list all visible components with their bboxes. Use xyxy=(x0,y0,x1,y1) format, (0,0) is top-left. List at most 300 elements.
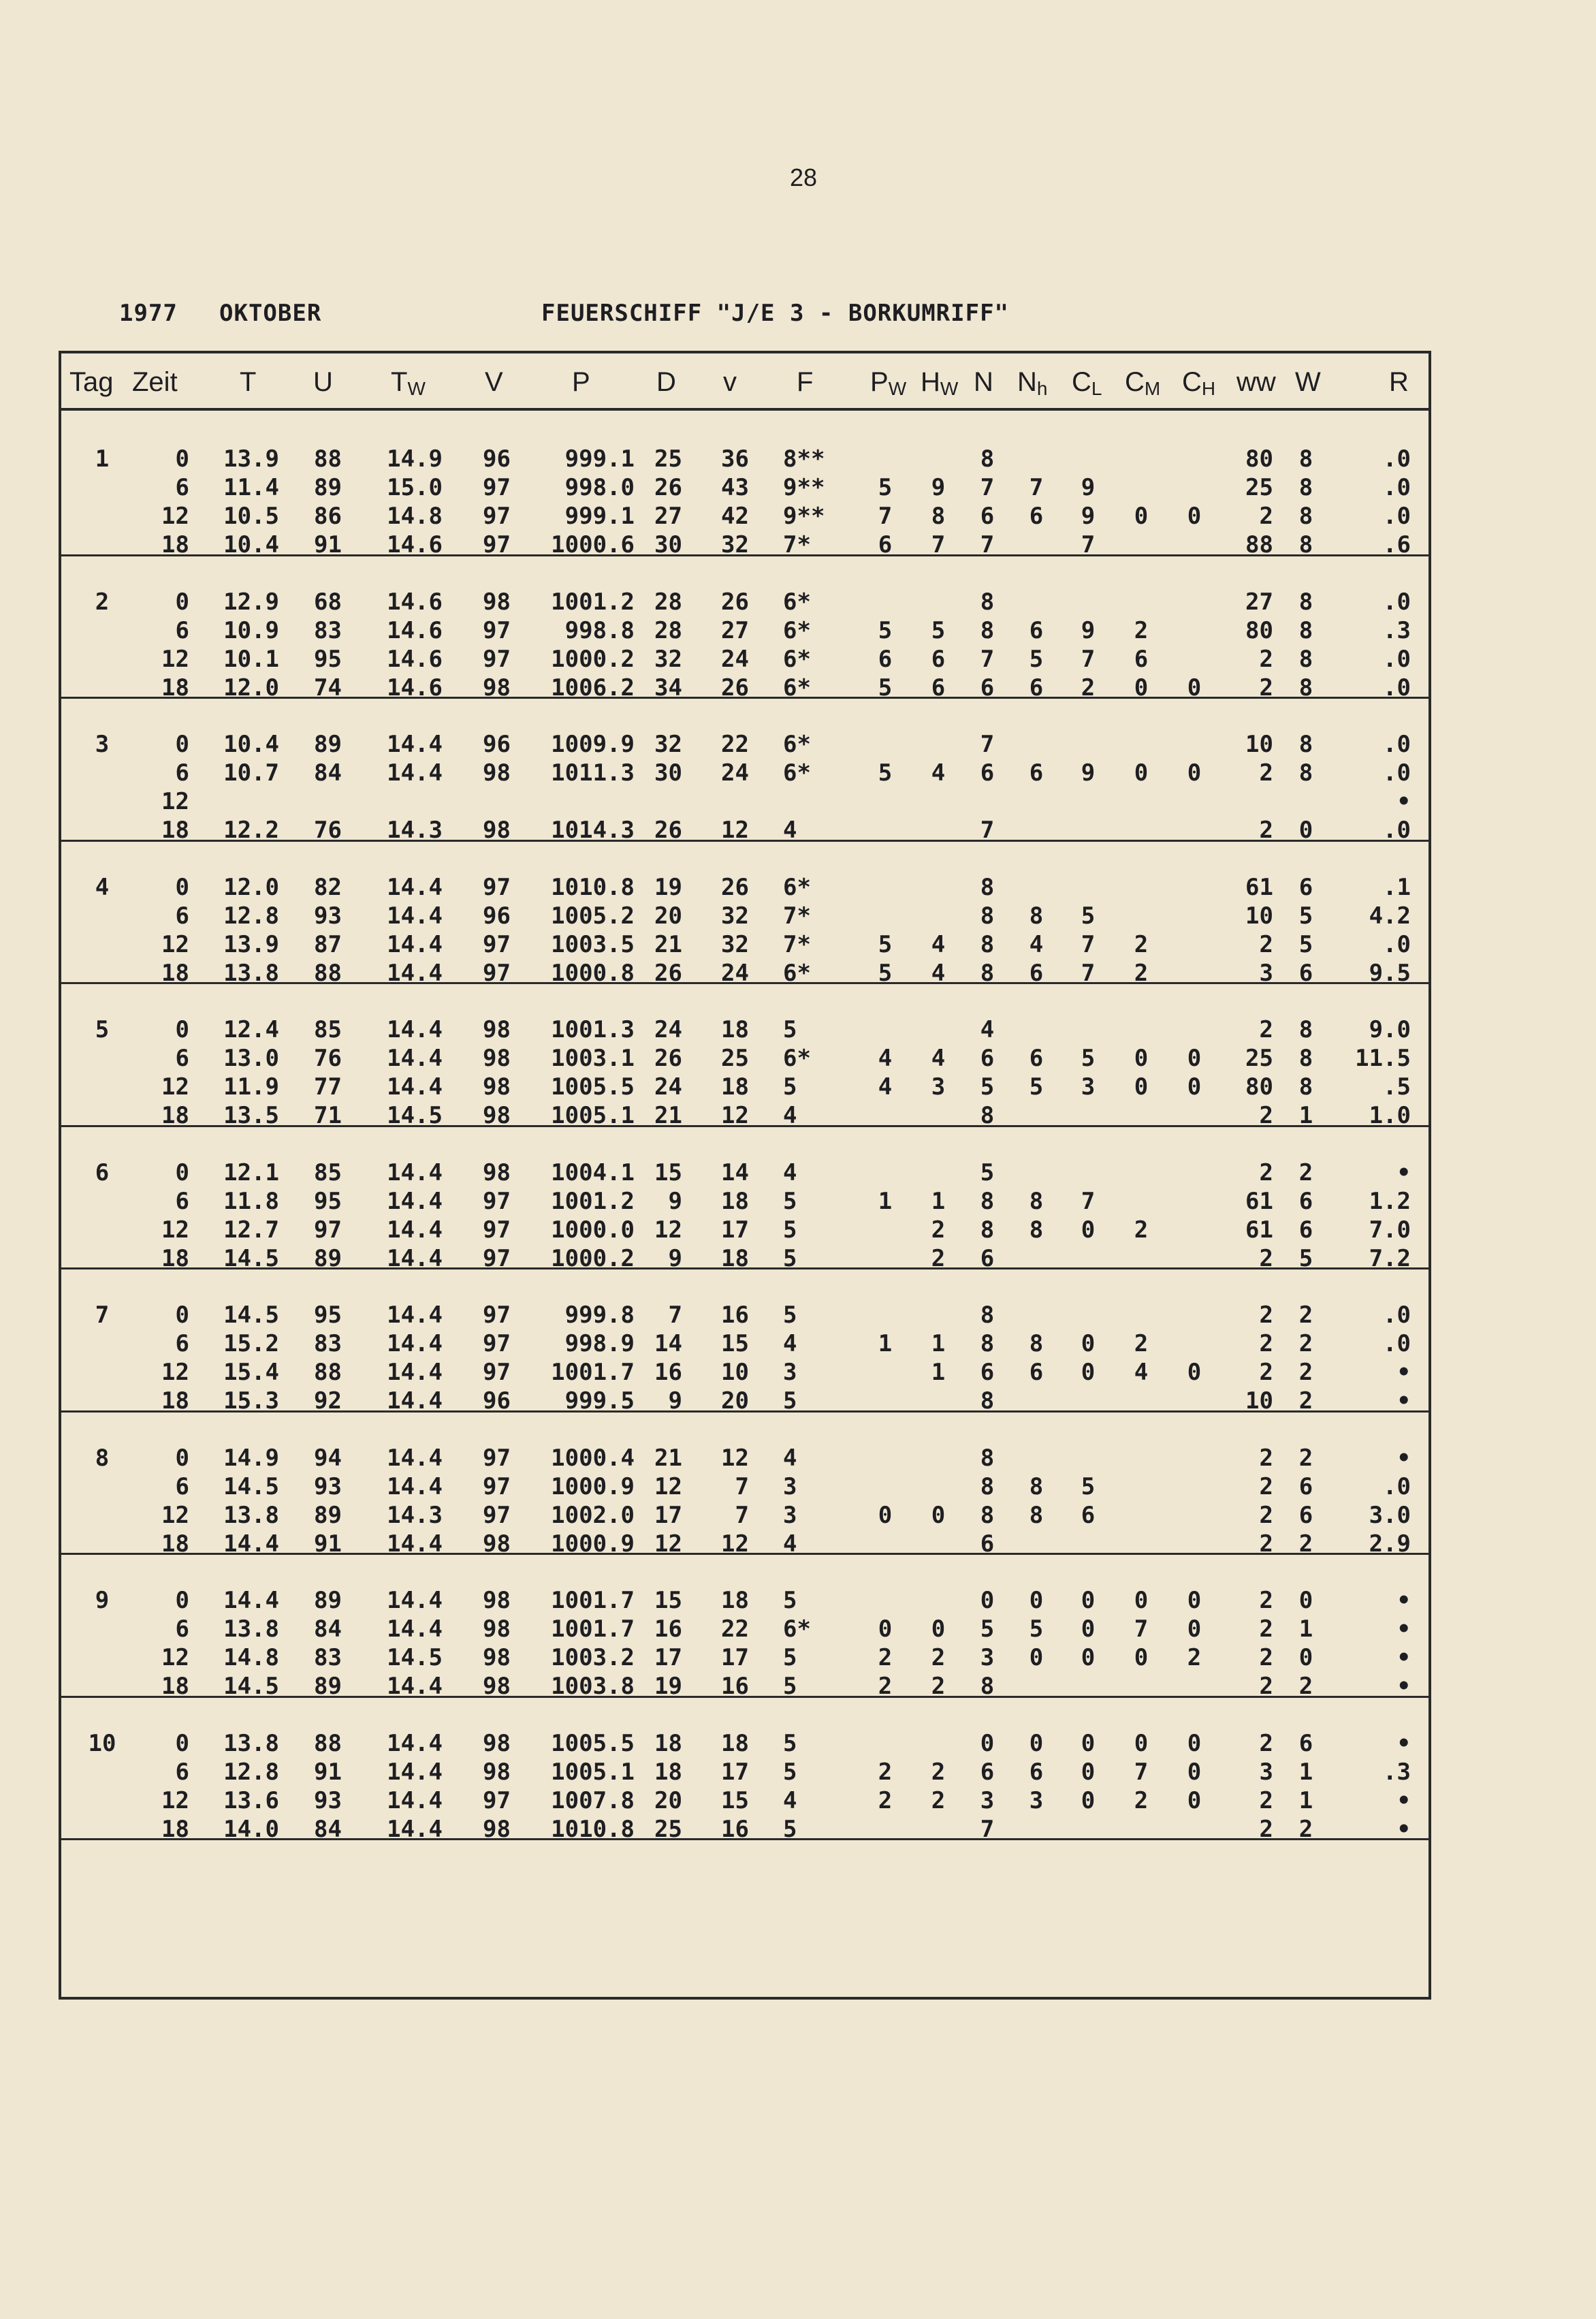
cell-f: 6* xyxy=(783,645,811,673)
cell-u: 85 xyxy=(314,1016,342,1043)
cell-cl: 9 xyxy=(1081,503,1096,530)
cell-ch: 0 xyxy=(1187,1729,1202,1757)
cell-p: 1000.6 xyxy=(551,531,635,558)
cell-n: 8 xyxy=(980,1187,995,1215)
cell-d: 34 xyxy=(654,674,682,701)
cell-d: 21 xyxy=(654,930,682,958)
cell-d: 16 xyxy=(654,1615,682,1643)
cell-v: 98 xyxy=(483,1045,511,1072)
cell-w: 2 xyxy=(1298,1302,1313,1329)
cell-u: 88 xyxy=(314,1359,342,1386)
cell-w: 5 xyxy=(1298,930,1313,958)
cell-tw: 14.6 xyxy=(387,616,443,644)
cell-p: 1003.2 xyxy=(551,1644,635,1671)
cell-hw: 2 xyxy=(931,1786,946,1814)
cell-p: 1005.1 xyxy=(551,1102,635,1129)
cell-n: 3 xyxy=(980,1786,995,1814)
cell-f: 3 xyxy=(783,1472,797,1500)
cell-t: 13.9 xyxy=(223,930,279,958)
cell-zeit: 12 xyxy=(161,1359,189,1386)
cell-n: 8 xyxy=(980,1330,995,1357)
table-row xyxy=(61,1586,1429,1615)
cell-f: 5 xyxy=(783,1644,797,1671)
cell-r: .0 xyxy=(1383,1472,1411,1500)
cell-tw: 14.5 xyxy=(387,1102,443,1129)
cell-cl: 0 xyxy=(1081,1359,1096,1386)
cell-w: 8 xyxy=(1298,759,1313,787)
cell-tw: 14.4 xyxy=(387,873,443,901)
cell-n: 8 xyxy=(980,902,995,930)
day-group xyxy=(61,699,1429,842)
cell-f: 5 xyxy=(783,1815,797,1843)
cell-u: 93 xyxy=(314,1786,342,1814)
cell-v: 16 xyxy=(721,1673,749,1700)
cell-t: 14.4 xyxy=(223,1530,279,1558)
cell-d: 17 xyxy=(654,1644,682,1671)
cell-nh: 8 xyxy=(1029,1187,1044,1215)
cell-t: 14.9 xyxy=(223,1444,279,1472)
cell-f: 4 xyxy=(783,1444,797,1472)
cell-d: 30 xyxy=(654,759,682,787)
cell-d: 17 xyxy=(654,1501,682,1529)
cell-pw: 4 xyxy=(878,1073,893,1101)
cell-nh: 6 xyxy=(1029,1045,1044,1072)
cell-r: • xyxy=(1396,1786,1411,1814)
cell-cm: 2 xyxy=(1134,1330,1149,1357)
cell-v: 15 xyxy=(721,1786,749,1814)
cell-n: 8 xyxy=(980,1102,995,1129)
table-row xyxy=(61,502,1429,531)
cell-nh: 8 xyxy=(1029,1501,1044,1529)
cell-tw: 14.3 xyxy=(387,817,443,844)
cell-pw: 5 xyxy=(878,759,893,787)
cell-ww: 2 xyxy=(1259,1644,1273,1671)
cell-v: 42 xyxy=(721,503,749,530)
cell-f: 5 xyxy=(783,1587,797,1614)
day-number: 2 xyxy=(95,588,110,616)
cell-tw: 14.4 xyxy=(387,1530,443,1558)
cell-pw: 5 xyxy=(878,474,893,501)
cell-p: 998.0 xyxy=(564,474,635,501)
table-row xyxy=(61,1643,1429,1672)
cell-v: 98 xyxy=(483,1016,511,1043)
cell-cl: 9 xyxy=(1081,474,1096,501)
cell-ww: 61 xyxy=(1245,873,1273,901)
cell-cm: 2 xyxy=(1134,930,1149,958)
cell-w: 8 xyxy=(1298,674,1313,701)
cell-n: 8 xyxy=(980,1302,995,1329)
cell-t: 12.2 xyxy=(223,817,279,844)
cell-t: 12.0 xyxy=(223,873,279,901)
cell-zeit: 12 xyxy=(161,1644,189,1671)
cell-t: 13.8 xyxy=(223,1729,279,1757)
cell-zeit: 6 xyxy=(175,1187,189,1215)
table-row xyxy=(61,787,1429,816)
cell-f: 5 xyxy=(783,1016,797,1043)
cell-t: 12.7 xyxy=(223,1216,279,1244)
cell-d: 32 xyxy=(654,645,682,673)
cell-r: .6 xyxy=(1383,531,1411,558)
cell-w: 8 xyxy=(1298,616,1313,644)
col-f: F xyxy=(797,367,814,397)
cell-nh: 6 xyxy=(1029,759,1044,787)
col-v: V xyxy=(485,367,503,397)
cell-u: 91 xyxy=(314,531,342,558)
cell-pw: 1 xyxy=(878,1187,893,1215)
header-ship: FEUERSCHIFF "J/E 3 - BORKUMRIFF" xyxy=(541,300,1010,327)
cell-zeit: 6 xyxy=(175,1472,189,1500)
cell-f: 5 xyxy=(783,1187,797,1215)
cell-ww: 2 xyxy=(1259,1530,1273,1558)
cell-tw: 14.4 xyxy=(387,1073,443,1101)
cell-ch: 0 xyxy=(1187,674,1202,701)
cell-tw: 14.4 xyxy=(387,1673,443,1700)
cell-hw: 2 xyxy=(931,1244,946,1272)
cell-t: 13.9 xyxy=(223,445,279,473)
cell-nh: 8 xyxy=(1029,902,1044,930)
cell-tw: 14.6 xyxy=(387,645,443,673)
cell-t: 14.5 xyxy=(223,1472,279,1500)
cell-r: .0 xyxy=(1383,445,1411,473)
cell-nh: 5 xyxy=(1029,645,1044,673)
cell-d: 16 xyxy=(654,1359,682,1386)
cell-tw: 14.4 xyxy=(387,1244,443,1272)
cell-ch: 0 xyxy=(1187,759,1202,787)
cell-ch: 0 xyxy=(1187,1359,1202,1386)
cell-cm: 0 xyxy=(1134,1644,1149,1671)
cell-ch: 0 xyxy=(1187,1786,1202,1814)
cell-hw: 9 xyxy=(931,474,946,501)
cell-p: 1000.9 xyxy=(551,1530,635,1558)
cell-f: 7* xyxy=(783,930,811,958)
cell-w: 8 xyxy=(1298,503,1313,530)
table-row xyxy=(61,930,1429,959)
cell-t: 14.5 xyxy=(223,1244,279,1272)
col-hw: $H_W$ xyxy=(921,367,959,399)
cell-w: 1 xyxy=(1298,1758,1313,1786)
col-r: R xyxy=(1389,367,1409,397)
cell-hw: 1 xyxy=(931,1187,946,1215)
cell-p: 1003.5 xyxy=(551,930,635,958)
day-group xyxy=(61,1269,1429,1413)
cell-n: 8 xyxy=(980,1472,995,1500)
cell-v: 97 xyxy=(483,1330,511,1357)
cell-n: 6 xyxy=(980,674,995,701)
cell-f: 5 xyxy=(783,1073,797,1101)
cell-u: 89 xyxy=(314,1244,342,1272)
cell-t: 12.8 xyxy=(223,1758,279,1786)
cell-v: 26 xyxy=(721,588,749,616)
cell-w: 6 xyxy=(1298,1216,1313,1244)
cell-ww: 2 xyxy=(1259,759,1273,787)
cell-nh: 8 xyxy=(1029,1472,1044,1500)
cell-d: 18 xyxy=(654,1729,682,1757)
cell-r: 7.0 xyxy=(1369,1216,1411,1244)
cell-v: 18 xyxy=(721,1729,749,1757)
table-row xyxy=(61,1216,1429,1244)
cell-w: 5 xyxy=(1298,1244,1313,1272)
cell-d: 26 xyxy=(654,1045,682,1072)
cell-f: 6* xyxy=(783,873,811,901)
cell-r: • xyxy=(1396,1615,1411,1643)
cell-d: 25 xyxy=(654,1815,682,1843)
cell-tw: 14.4 xyxy=(387,1729,443,1757)
cell-w: 2 xyxy=(1298,1359,1313,1386)
cell-u: 77 xyxy=(314,1073,342,1101)
cell-zeit: 0 xyxy=(175,1444,189,1472)
cell-p: 1002.0 xyxy=(551,1501,635,1529)
cell-cl: 5 xyxy=(1081,1472,1096,1500)
cell-d: 30 xyxy=(654,531,682,558)
cell-v: 98 xyxy=(483,1073,511,1101)
cell-v: 16 xyxy=(721,1815,749,1843)
cell-ww: 2 xyxy=(1259,1158,1273,1186)
cell-v: 7 xyxy=(735,1472,749,1500)
cell-n: 8 xyxy=(980,959,995,987)
cell-ww: 80 xyxy=(1245,616,1273,644)
cell-v: 98 xyxy=(483,1815,511,1843)
cell-tw: 14.4 xyxy=(387,930,443,958)
cell-u: 88 xyxy=(314,445,342,473)
day-group xyxy=(61,1413,1429,1556)
cell-pw: 7 xyxy=(878,503,893,530)
cell-w: 2 xyxy=(1298,1158,1313,1186)
cell-tw: 14.4 xyxy=(387,1158,443,1186)
cell-d: 12 xyxy=(654,1472,682,1500)
cell-w: 6 xyxy=(1298,959,1313,987)
cell-n: 8 xyxy=(980,930,995,958)
cell-d: 9 xyxy=(668,1387,682,1415)
cell-r: 11.5 xyxy=(1355,1045,1411,1072)
col-t: T xyxy=(240,367,257,397)
cell-v: 24 xyxy=(721,759,749,787)
cell-v: 97 xyxy=(483,474,511,501)
cell-u: 88 xyxy=(314,959,342,987)
cell-ww: 2 xyxy=(1259,1815,1273,1843)
cell-pw: 5 xyxy=(878,959,893,987)
cell-v: 27 xyxy=(721,616,749,644)
cell-d: 32 xyxy=(654,731,682,758)
cell-n: 6 xyxy=(980,503,995,530)
cell-u: 88 xyxy=(314,1729,342,1757)
cell-v: 12 xyxy=(721,1530,749,1558)
cell-w: 1 xyxy=(1298,1786,1313,1814)
cell-v: 97 xyxy=(483,959,511,987)
cell-p: 1010.8 xyxy=(551,1815,635,1843)
cell-u: 68 xyxy=(314,588,342,616)
cell-v: 98 xyxy=(483,1758,511,1786)
cell-hw: 7 xyxy=(931,531,946,558)
cell-cm: 6 xyxy=(1134,645,1149,673)
cell-v: 98 xyxy=(483,1729,511,1757)
cell-tw: 14.4 xyxy=(387,1045,443,1072)
cell-v: 7 xyxy=(735,1501,749,1529)
cell-zeit: 0 xyxy=(175,1729,189,1757)
cell-v: 15 xyxy=(721,1330,749,1357)
cell-r: 9.0 xyxy=(1369,1016,1411,1043)
cell-t: 12.4 xyxy=(223,1016,279,1043)
day-group xyxy=(61,984,1429,1127)
day-number: 7 xyxy=(95,1302,110,1329)
cell-n: 3 xyxy=(980,1644,995,1671)
cell-n: 0 xyxy=(980,1587,995,1614)
cell-v: 97 xyxy=(483,873,511,901)
cell-u: 74 xyxy=(314,674,342,701)
cell-t: 14.4 xyxy=(223,1587,279,1614)
col-cm: $C_M$ xyxy=(1125,367,1161,399)
group-separator xyxy=(61,1838,1429,1840)
cell-n: 7 xyxy=(980,474,995,501)
col-u: U xyxy=(313,367,333,397)
cell-v: 18 xyxy=(721,1187,749,1215)
cell-w: 2 xyxy=(1298,1530,1313,1558)
cell-d: 9 xyxy=(668,1187,682,1215)
cell-ww: 2 xyxy=(1259,1102,1273,1129)
cell-pw: 5 xyxy=(878,930,893,958)
cell-f: 5 xyxy=(783,1387,797,1415)
cell-hw: 2 xyxy=(931,1644,946,1671)
cell-d: 15 xyxy=(654,1158,682,1186)
cell-zeit: 18 xyxy=(161,674,189,701)
weather-table xyxy=(59,351,1431,2000)
cell-p: 1001.3 xyxy=(551,1016,635,1043)
cell-f: 6* xyxy=(783,588,811,616)
cell-f: 5 xyxy=(783,1216,797,1244)
cell-t: 13.6 xyxy=(223,1786,279,1814)
cell-f: 6* xyxy=(783,616,811,644)
col-ch: $C_H$ xyxy=(1182,367,1216,399)
cell-nh: 6 xyxy=(1029,959,1044,987)
day-group xyxy=(61,556,1429,699)
cell-cm: 0 xyxy=(1134,503,1149,530)
cell-nh: 4 xyxy=(1029,930,1044,958)
cell-v: 18 xyxy=(721,1016,749,1043)
cell-ww: 2 xyxy=(1259,1359,1273,1386)
cell-r: .0 xyxy=(1383,1302,1411,1329)
cell-zeit: 0 xyxy=(175,873,189,901)
cell-n: 7 xyxy=(980,817,995,844)
cell-r: 1.0 xyxy=(1369,1102,1411,1129)
cell-f: 8** xyxy=(783,445,825,473)
cell-r: • xyxy=(1396,1587,1411,1614)
cell-d: 25 xyxy=(654,445,682,473)
cell-v: 43 xyxy=(721,474,749,501)
cell-r: • xyxy=(1396,1815,1411,1843)
cell-t: 15.3 xyxy=(223,1387,279,1415)
cell-zeit: 6 xyxy=(175,1045,189,1072)
cell-n: 7 xyxy=(980,531,995,558)
cell-n: 6 xyxy=(980,1530,995,1558)
cell-t: 12.1 xyxy=(223,1158,279,1186)
cell-n: 5 xyxy=(980,1073,995,1101)
cell-p: 1009.9 xyxy=(551,731,635,758)
cell-w: 8 xyxy=(1298,1045,1313,1072)
table-row xyxy=(61,1158,1429,1187)
header-month: OKTOBER xyxy=(219,300,322,327)
cell-n: 6 xyxy=(980,1045,995,1072)
cell-f: 6* xyxy=(783,674,811,701)
cell-t: 12.9 xyxy=(223,588,279,616)
cell-ww: 2 xyxy=(1259,1244,1273,1272)
col-pw: $P_W$ xyxy=(870,367,907,399)
cell-tw: 14.6 xyxy=(387,674,443,701)
cell-u: 85 xyxy=(314,1158,342,1186)
cell-t: 15.2 xyxy=(223,1330,279,1357)
cell-v: 18 xyxy=(721,1587,749,1614)
day-number: 10 xyxy=(88,1729,116,1757)
cell-p: 1005.2 xyxy=(551,902,635,930)
cell-nh: 5 xyxy=(1029,1073,1044,1101)
cell-nh: 0 xyxy=(1029,1587,1044,1614)
cell-r: .0 xyxy=(1383,930,1411,958)
cell-cm: 0 xyxy=(1134,1045,1149,1072)
col-nh: $N_h$ xyxy=(1017,367,1048,399)
cell-zeit: 12 xyxy=(161,1501,189,1529)
cell-u: 76 xyxy=(314,1045,342,1072)
col-tag: Tag xyxy=(69,367,114,397)
cell-v: 97 xyxy=(483,1444,511,1472)
cell-cm: 2 xyxy=(1134,616,1149,644)
cell-cl: 7 xyxy=(1081,930,1096,958)
cell-p: 1000.4 xyxy=(551,1444,635,1472)
col-p: P xyxy=(572,367,590,397)
cell-zeit: 18 xyxy=(161,531,189,558)
cell-u: 95 xyxy=(314,645,342,673)
cell-zeit: 6 xyxy=(175,1330,189,1357)
cell-n: 8 xyxy=(980,616,995,644)
cell-pw: 6 xyxy=(878,645,893,673)
cell-u: 89 xyxy=(314,1587,342,1614)
cell-nh: 3 xyxy=(1029,1786,1044,1814)
cell-d: 26 xyxy=(654,959,682,987)
cell-pw: 4 xyxy=(878,1045,893,1072)
cell-r: • xyxy=(1396,788,1411,815)
cell-nh: 7 xyxy=(1029,474,1044,501)
cell-t: 12.8 xyxy=(223,902,279,930)
cell-v: 18 xyxy=(721,1244,749,1272)
cell-zeit: 12 xyxy=(161,930,189,958)
cell-n: 8 xyxy=(980,1501,995,1529)
cell-tw: 14.4 xyxy=(387,1815,443,1843)
cell-d: 12 xyxy=(654,1216,682,1244)
cell-ch: 0 xyxy=(1187,1758,1202,1786)
cell-tw: 14.4 xyxy=(387,1330,443,1357)
cell-p: 1004.1 xyxy=(551,1158,635,1186)
cell-cm: 0 xyxy=(1134,674,1149,701)
cell-ww: 10 xyxy=(1245,1387,1273,1415)
cell-f: 4 xyxy=(783,1102,797,1129)
cell-w: 8 xyxy=(1298,731,1313,758)
cell-t: 13.8 xyxy=(223,1615,279,1643)
cell-u: 82 xyxy=(314,873,342,901)
table-row xyxy=(61,1615,1429,1643)
cell-u: 89 xyxy=(314,1673,342,1700)
cell-n: 7 xyxy=(980,645,995,673)
cell-v: 97 xyxy=(483,1472,511,1500)
cell-t: 10.9 xyxy=(223,616,279,644)
cell-zeit: 0 xyxy=(175,731,189,758)
cell-ww: 61 xyxy=(1245,1187,1273,1215)
cell-p: 1001.7 xyxy=(551,1359,635,1386)
cell-r: • xyxy=(1396,1359,1411,1386)
cell-v: 98 xyxy=(483,1102,511,1129)
cell-tw: 14.6 xyxy=(387,531,443,558)
cell-t: 11.8 xyxy=(223,1187,279,1215)
table-row xyxy=(61,1073,1429,1101)
cell-ww: 27 xyxy=(1245,588,1273,616)
cell-t: 10.5 xyxy=(223,503,279,530)
cell-t: 13.0 xyxy=(223,1045,279,1072)
